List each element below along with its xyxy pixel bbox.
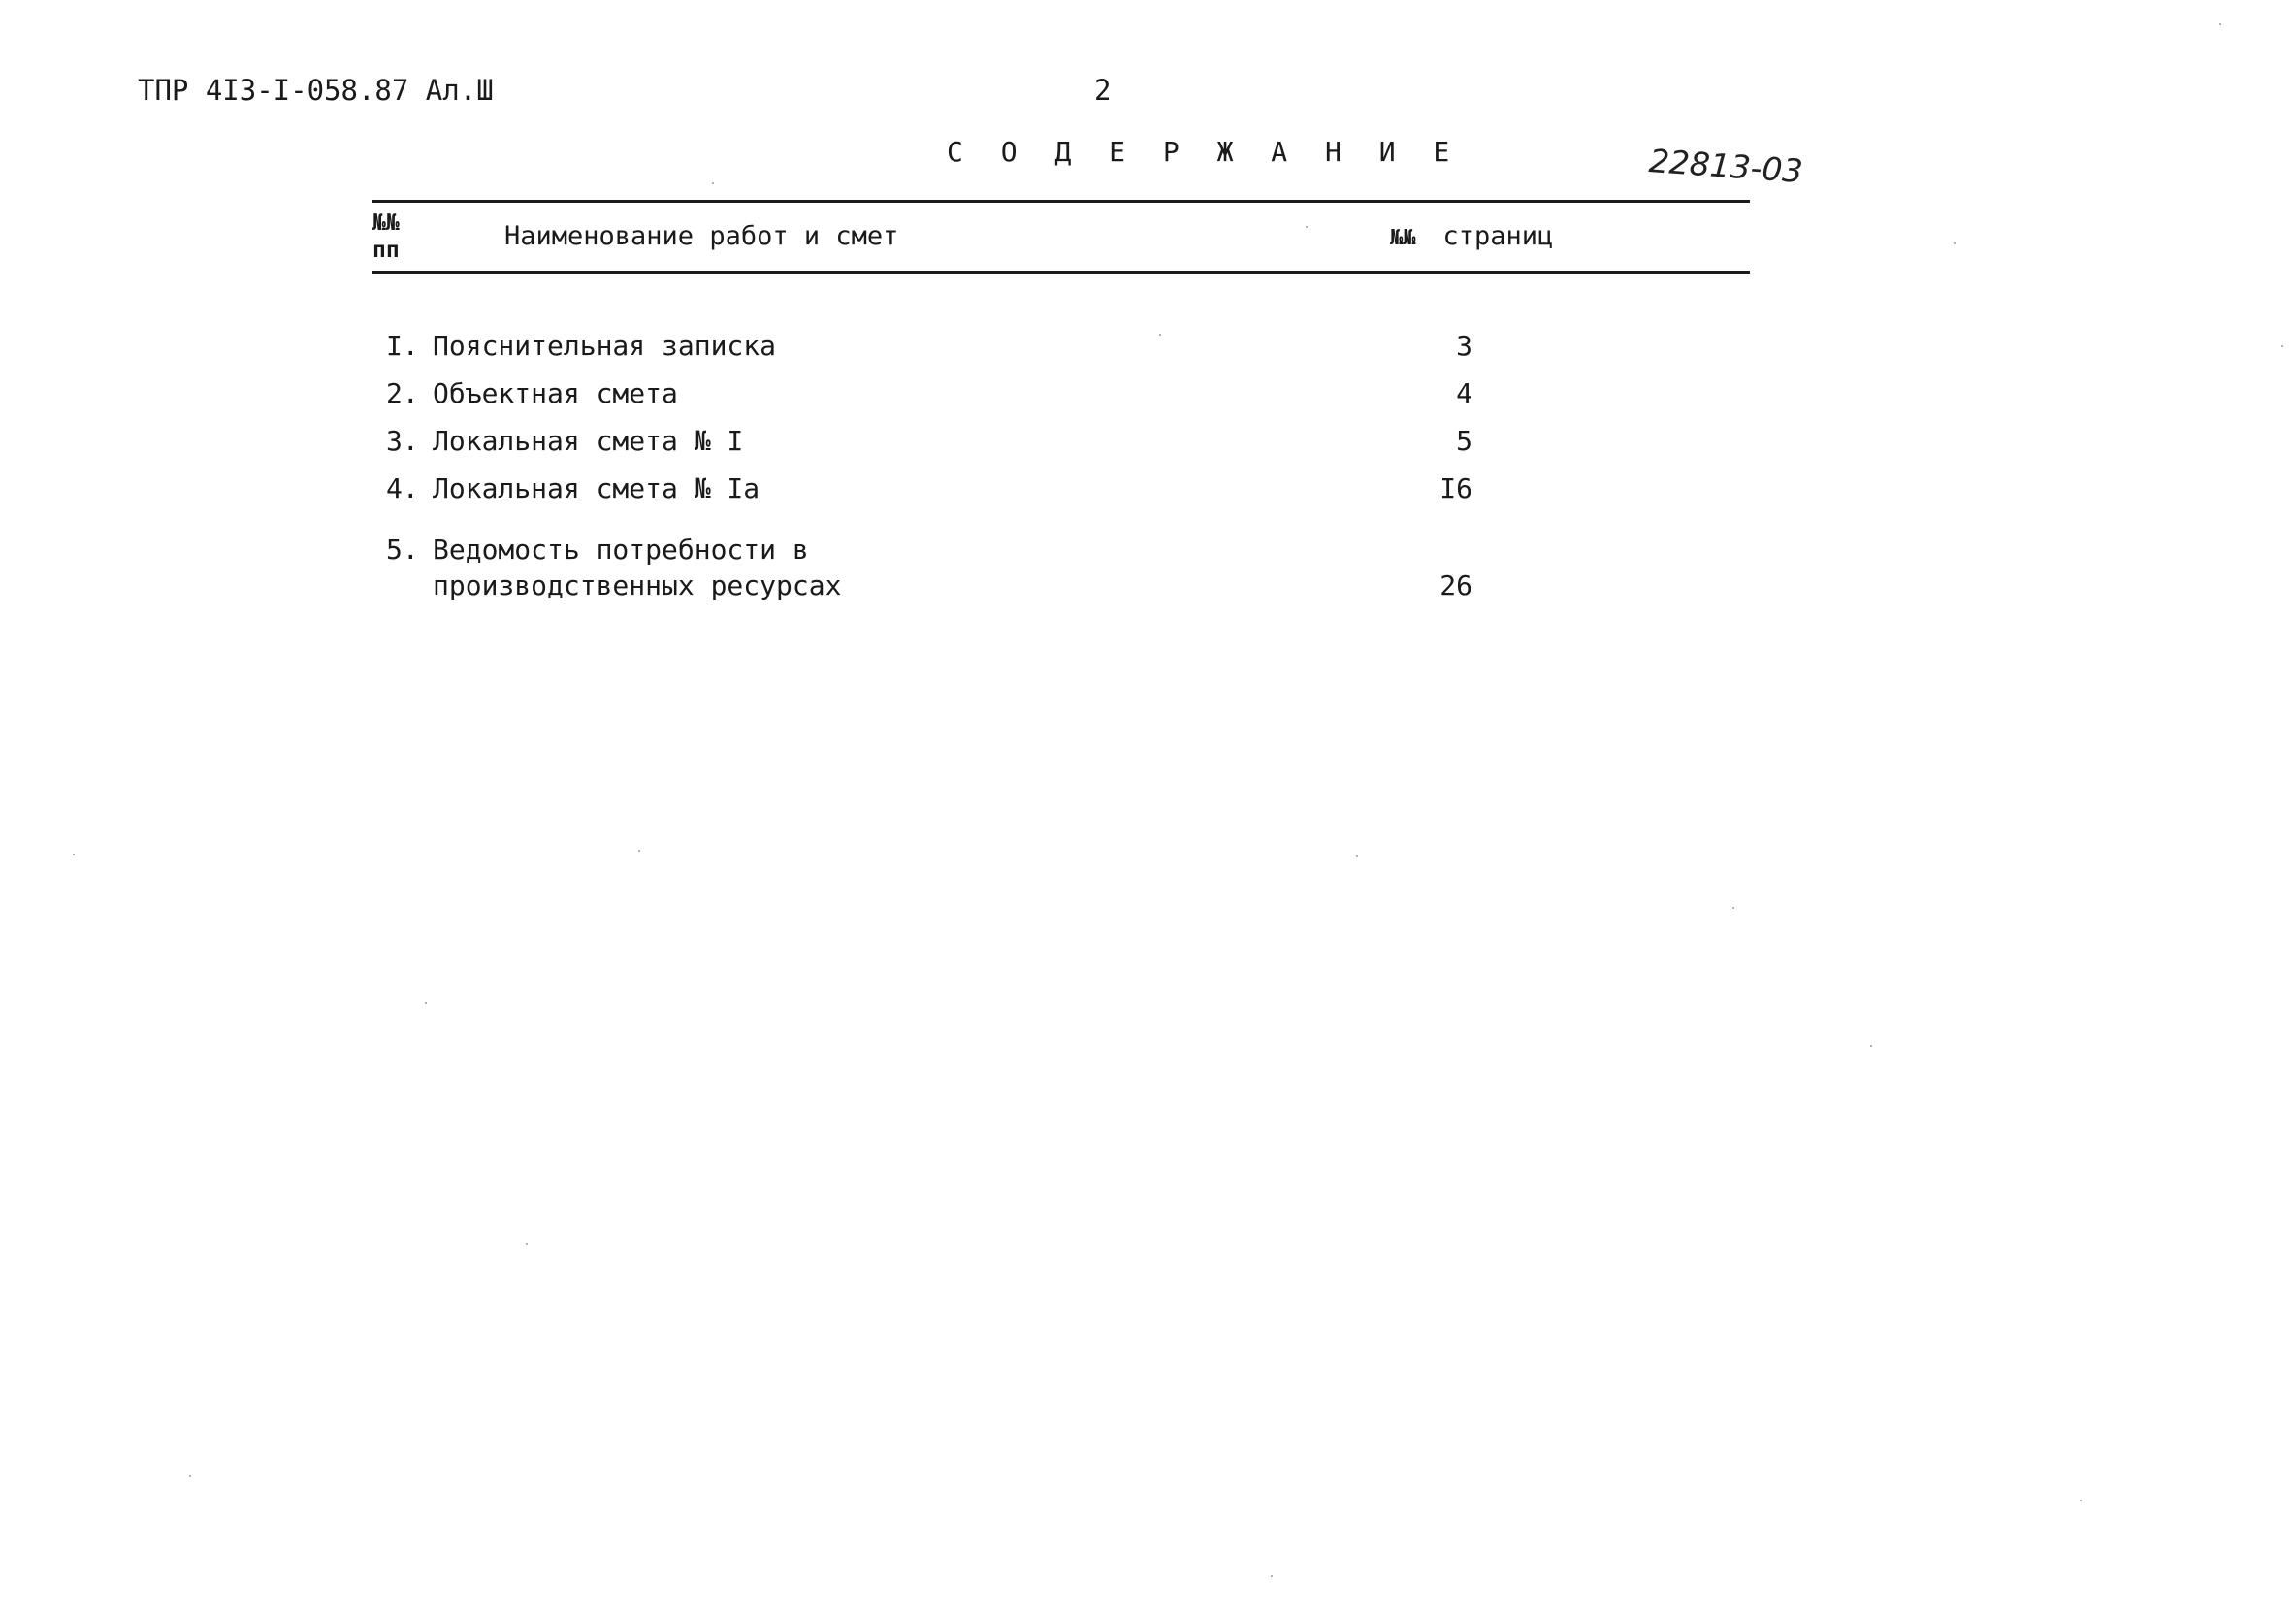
column-header-number-line1: №№ [372, 210, 400, 236]
scan-speck [1159, 334, 1161, 336]
toc-row-title [433, 532, 841, 603]
toc-row-page: 5 [1456, 425, 1472, 457]
page-number: 2 [1094, 74, 1112, 107]
toc-row-number: 4. [386, 472, 419, 504]
column-header-name: Наименование работ и смет [504, 221, 899, 251]
scan-speck [425, 1002, 427, 1004]
toc-row-title-line1: Ведомость потребности в [433, 533, 809, 565]
column-header-number [372, 210, 400, 264]
toc-row [386, 328, 1472, 364]
archive-number-handwritten: 22813-03 [1647, 142, 1804, 191]
column-header-number-line2: пп [372, 238, 400, 263]
scan-speck [2219, 23, 2221, 25]
toc-row-title: Локальная смета № I [433, 425, 744, 457]
scan-speck [638, 850, 640, 852]
toc-row-number: I. [386, 330, 419, 362]
toc-row-page: 26 [1439, 569, 1472, 601]
scan-speck [73, 854, 75, 855]
scan-speck [1356, 855, 1358, 857]
scan-speck [526, 1243, 528, 1245]
toc-row-title-line2: производственных ресурсах [433, 569, 842, 601]
toc-row-number: 3. [386, 425, 419, 457]
toc-row-number: 5. [386, 533, 419, 565]
scan-speck [1306, 226, 1308, 228]
toc-row [386, 532, 1472, 603]
scan-speck [1870, 1045, 1872, 1047]
toc-row-page: 4 [1456, 377, 1472, 409]
scan-speck [1954, 242, 1956, 244]
table-top-rule [372, 200, 1750, 203]
column-header-pages [1390, 221, 1553, 251]
toc-row [386, 470, 1472, 506]
scan-speck [189, 1475, 191, 1477]
column-header-pages-symbol: №№ [1390, 226, 1416, 250]
toc-row [386, 423, 1472, 459]
toc-row-page: 3 [1456, 330, 1472, 362]
document-title: С О Д Е Р Ж А Н И Е [947, 136, 1461, 168]
scan-speck [1271, 1575, 1273, 1577]
column-header-pages-label: страниц [1442, 221, 1554, 251]
toc-row-page: I6 [1439, 472, 1472, 504]
toc-row-number: 2. [386, 377, 419, 409]
document-code: ТПР 4I3-I-058.87 Ал.Ш [138, 74, 494, 107]
toc-row-title: Пояснительная записка [433, 330, 777, 362]
scan-speck [2281, 345, 2283, 347]
scan-speck [1732, 907, 1734, 909]
toc-row-title: Локальная смета № Iа [433, 472, 760, 504]
toc-row [386, 375, 1472, 411]
toc-row-title: Объектная смета [433, 377, 678, 409]
scan-speck [2080, 1500, 2082, 1501]
table-header-rule [372, 271, 1750, 274]
scan-speck [712, 182, 714, 184]
